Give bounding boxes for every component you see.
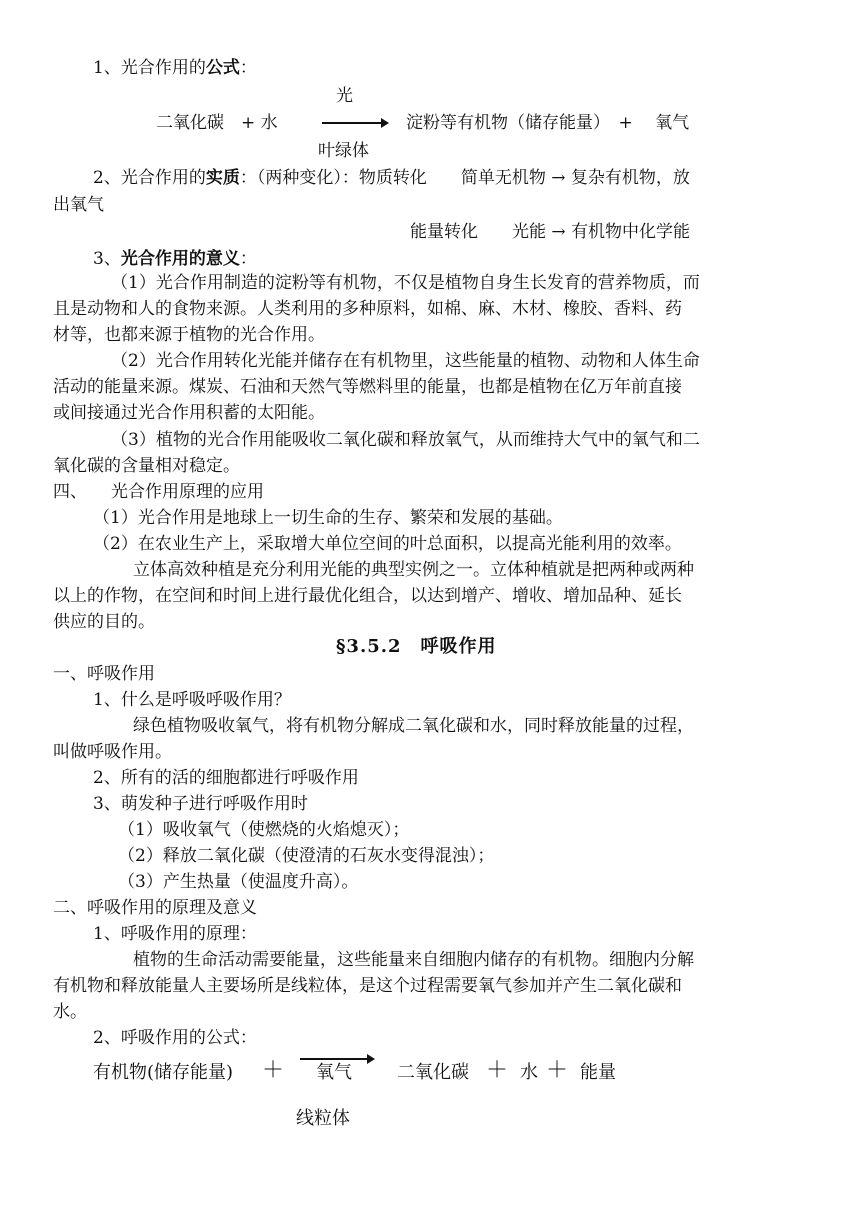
eq2-rhs: 二氧化碳 (397, 1062, 469, 1083)
eq2-rhs: 能量 (580, 1062, 616, 1083)
eq1-under: 叶绿体 (318, 141, 369, 161)
respiration-def-line: 绿色植物吸收氧气，将有机物分解成二氧化碳和水，同时释放能量的过程， (133, 716, 694, 736)
respiration-sub-item: （2）释放二氧化碳（使澄清的石灰水变得混浊）； (118, 846, 495, 866)
para-3-line: 氧化碳的含量相对稳定。 (53, 456, 240, 476)
respiration-def-line: 叫做呼吸作用。 (53, 742, 172, 762)
eq2-plus: ＋ (486, 1058, 509, 1083)
heading-application: 四、 光合作用原理的应用 (53, 482, 264, 502)
application-item: （2）在农业生产上，采取增大单位空间的叶总面积，以提高光能利用的效率。 (93, 534, 682, 554)
para-1-line: 材等，也都来源于植物的光合作用。 (53, 325, 325, 345)
eq1-rhs: 淀粉等有机物（储存能量） + 氧气 (406, 113, 690, 133)
heading-principle: 二、呼吸作用的原理及意义 (53, 898, 257, 918)
application-para-line: 以上的作物，在空间和时间上进行最优化组合，以达到增产、增收、增加品种、延长 (53, 586, 682, 606)
para-3-line: （3）植物的光合作用能吸收二氧化碳和释放氧气，从而维持大气中的氧气和二 (111, 430, 700, 450)
eq2-plus: ＋ (262, 1058, 285, 1083)
respiration-q: 1、什么是呼吸呼吸作用？ (93, 690, 291, 710)
application-para-line: 供应的目的。 (53, 612, 155, 632)
respiration-point: 2、所有的活的细胞都进行呼吸作用 (93, 768, 359, 788)
para-2-line: 活动的能量来源。煤炭、石油和天然气等燃料里的能量，也都是植物在亿万年前直接 (53, 377, 682, 397)
formula-sub: 2、呼吸作用的公式： (93, 1028, 257, 1048)
eq2-under: 线粒体 (296, 1108, 350, 1129)
heading-essence: 2、光合作用的实质：（两种变化）：物质转化 简单无机物 → 复杂有机物，放 (93, 168, 690, 188)
respiration-point: 3、萌发种子进行呼吸作用时 (93, 794, 308, 814)
para-1-line: 且是动物和人的食物来源。人类利用的多种原料，如棉、麻、木材、橡胶、香料、药 (53, 299, 682, 319)
application-para-line: 立体高效种植是充分利用光能的典型实例之一。立体种植就是把两种或两种 (133, 560, 694, 580)
respiration-sub-item: （3）产生热量（使温度升高）。 (118, 872, 359, 892)
eq2-plus: ＋ (546, 1058, 569, 1083)
para-1-line: （1）光合作用制造的淀粉等有机物，不仅是植物自身生长发育的营养物质，而 (111, 273, 700, 293)
principle-line: 水。 (53, 1002, 87, 1022)
eq1-arrow (322, 122, 386, 124)
essence-line2: 出氧气 (53, 195, 104, 215)
application-item: （1）光合作用是地球上一切生命的生存、繁荣和发展的基础。 (93, 508, 563, 528)
eq2-arrow (300, 1058, 372, 1060)
principle-line: 植物的生命活动需要能量，这些能量来自细胞内储存的有机物。细胞内分解 (133, 950, 694, 970)
para-2-line: 或间接通过光合作用积蓄的太阳能。 (53, 403, 325, 423)
principle-sub: 1、呼吸作用的原理： (93, 924, 257, 944)
eq2-over: 氧气 (316, 1062, 352, 1083)
para-2-line: （2）光合作用转化光能并储存在有机物里，这些能量的植物、动物和人体生命 (111, 351, 700, 371)
principle-line: 有机物和释放能量人主要场所是线粒体，是这个过程需要氧气参加并产生二氧化碳和 (53, 976, 682, 996)
heading-significance: 3、光合作用的意义： (93, 249, 257, 269)
heading-formula: 1、光合作用的公式： (93, 58, 257, 78)
eq2-rhs: 水 (520, 1062, 538, 1083)
heading-respiration: 一、呼吸作用 (53, 664, 155, 684)
eq1-over: 光 (336, 86, 353, 106)
eq2-lhs: 有机物(储存能量) (93, 1062, 234, 1083)
section-title: §3.5.2 呼吸作用 (336, 636, 497, 657)
essence-energy: 能量转化 光能 → 有机物中化学能 (410, 222, 691, 242)
respiration-sub-item: （1）吸收氧气（使燃烧的火焰熄灭）； (118, 820, 410, 840)
eq1-lhs: 二氧化碳 + 水 (156, 113, 278, 133)
